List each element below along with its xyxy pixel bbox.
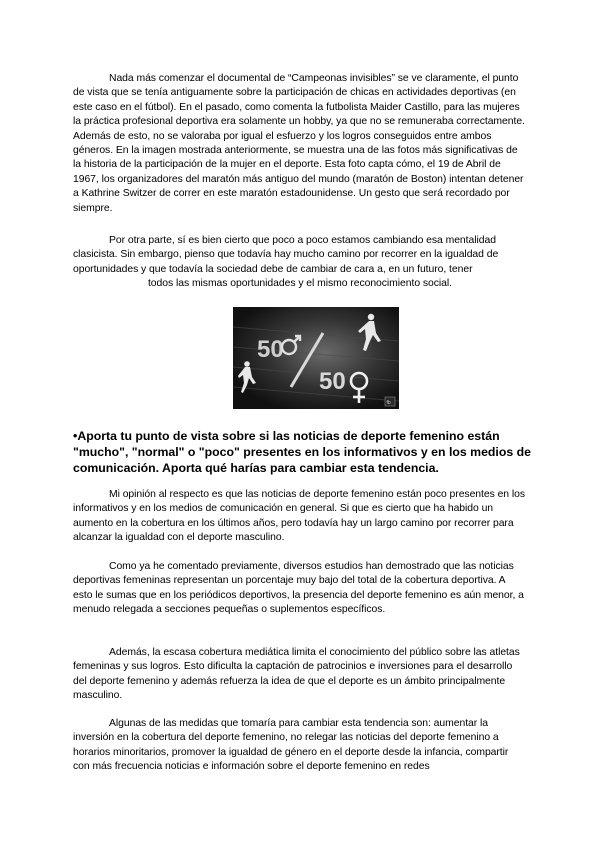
corner-mark: fb [386, 400, 391, 406]
paragraph-5: Además, la escasa cobertura mediática limita el conocimiento del público sobre las atletas femeninas y sus logros. Esto dificulta la captación de patrocinios e inversiones para el desarrollo del deporte femenino y además refuerza la idea de que el deporte es un ámbito principalmente masculino. [73, 647, 520, 702]
fifty-fifty-image [233, 307, 399, 409]
paragraph-3: Mi opinión al respecto es que las noticias de deporte femenino están poco presentes en los informativos y en los medios de comunicación en general. Si que es cierto que ha habido un aumento en la cobertura en los últimos años, pero todavía hay un largo camino por recorrer para alcanzar la igualdad con el deporte masculino. [73, 489, 526, 544]
paragraph-6: Algunas de las medidas que tomaría para cambiar esta tendencia son: aumentar la inversión en la cobertura del deporte femenino, no relegar las noticias del deporte femenino a horarios minoritarios, promover la igualdad de género en el deporte desde la infancia, compartir con más frecuencia noticias e información sobre el deporte femenino en redes [73, 718, 509, 773]
question-heading-text: Aporta tu punto de vista sobre si las noticias de deporte femenino están "mucho", "normal" o "poco" presentes en los informativos y en los medios de comunicación. Aporta qué harías para cambiar esta tendencia. [73, 429, 531, 476]
paragraph-2: Por otra parte, sí es bien cierto que poco a poco estamos cambiando esa mentalidad clasicista. Sin embargo, pienso que todavía hay mucho camino por recorrer en la igualdad de oportunidades y que todavía la sociedad debe de cambiar de cara a, en un futuro, tener [73, 235, 499, 275]
bullet-icon: • [73, 429, 78, 443]
fifty-fifty-illustration [233, 307, 399, 409]
fraction-numerator: 50 [257, 336, 284, 363]
question-heading [73, 428, 533, 477]
paragraph-1: Nada más comenzar el documental de “Campeonas invisibles” se ve claramente, el punto de vista que se tenía antiguamente sobre la participación de chicas en actividades deportivas (en este caso en el fútbol). En el pasado, como comenta la futbolista Maider Castillo, para las mujeres la práctica profesional deportiva era solamente un hobby, ya que no se remuneraba correctamente. Además de esto, no se valoraba por igual el esfuerzo y los logros conseguidos entre ambos géneros. En la imagen mostrada anteriormente, se muestra una de las fotos más significativas de la historia de la participación de la mujer en el deporte. Esta foto capta cómo, el 19 de Abril de 1967, los organizadores del maratón más antiguo del mundo (maratón de Boston) intentan detener a Kathrine Switzer de correr en este maratón estadounidense. Un gesto que será recordado por siempre. [73, 73, 525, 214]
fraction-denominator: 50 [319, 368, 346, 395]
paragraph-4: Como ya he comentado previamente, diversos estudios han demostrado que las noticias deportivas femeninas representan un porcentaje muy bajo del total de la cobertura deportiva. A esto le sumas que en los periódicos deportivos, la presencia del deporte femenino es aún menor, a menudo relegada a secciones pequeñas o suplementos específicos. [73, 561, 524, 616]
paragraph-2-last-line: todos las mismas oportunidades y el mismo reconocimiento social. [147, 278, 453, 289]
